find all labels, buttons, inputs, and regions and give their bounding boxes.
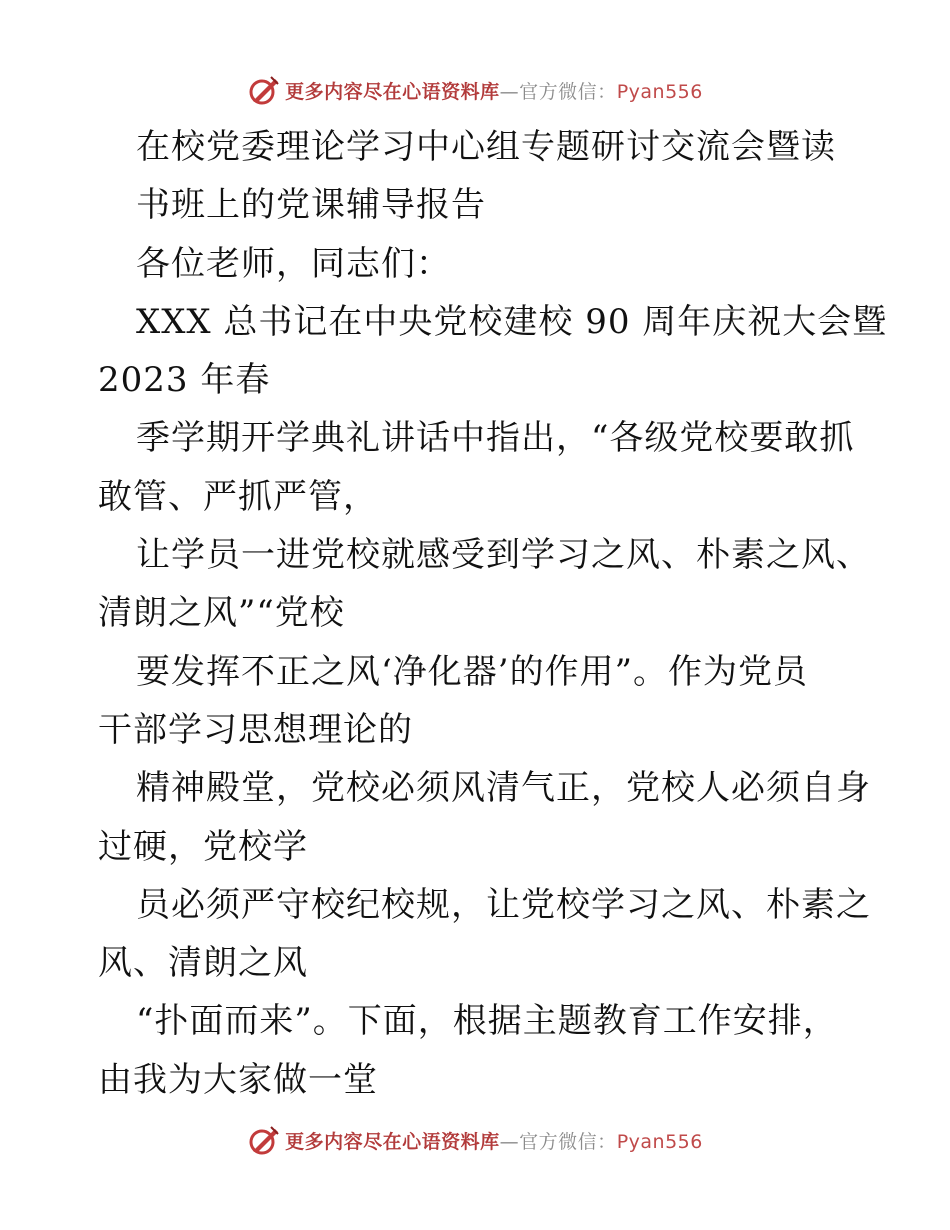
document-line: 2023 年春 [98, 360, 271, 401]
document-line: 过硬，党校学 [98, 826, 308, 867]
document-line: 要发挥不正之风‘净化器’的作用”。作为党员 [136, 651, 808, 692]
document-line: 敢管、严抓严管， [98, 476, 378, 517]
watermark-text [285, 77, 703, 104]
watermark-dash: — [499, 1130, 520, 1153]
document-line: 风、清朗之风 [98, 943, 308, 984]
watermark-dash: — [499, 80, 520, 103]
watermark-text [285, 1127, 703, 1154]
document-line: 清朗之风”“党校 [98, 593, 345, 634]
watermark-official: 官方微信： [519, 1130, 617, 1153]
document-line: XXX 总书记在中央党校建校 90 周年庆祝大会暨 [136, 301, 888, 342]
document-body [98, 118, 888, 1109]
watermark-id: Pyan556 [616, 1130, 703, 1153]
quill-logo-icon [247, 73, 281, 107]
document-line: 干部学习思想理论的 [98, 709, 413, 750]
document-line: 书班上的党课辅导报告 [136, 185, 486, 226]
footer-watermark [0, 1120, 950, 1160]
document-line: 让学员一进党校就感受到学习之风、朴素之风、 [136, 535, 871, 576]
quill-logo-icon [247, 1123, 281, 1157]
document-line: 在校党委理论学习中心组专题研讨交流会暨读 [136, 127, 836, 167]
document-line: 精神殿堂，党校必须风清气正，党校人必须自身 [136, 768, 871, 809]
document-line: 季学期开学典礼讲话中指出，“各级党校要敢抓 [136, 418, 855, 459]
watermark-official: 官方微信： [519, 80, 617, 103]
watermark-id: Pyan556 [616, 80, 703, 103]
document-line: 员必须严守校纪校规，让党校学习之风、朴素之 [136, 884, 871, 925]
document-line: “扑面而来”。下面，根据主题教育工作安排， [136, 1001, 838, 1042]
header-watermark [0, 70, 950, 110]
document-line: 各位老师，同志们： [136, 243, 451, 284]
watermark-main: 更多内容尽在心语资料库 [285, 1130, 500, 1153]
document-line: 由我为大家做一堂 [98, 1059, 378, 1100]
watermark-main: 更多内容尽在心语资料库 [285, 80, 500, 103]
